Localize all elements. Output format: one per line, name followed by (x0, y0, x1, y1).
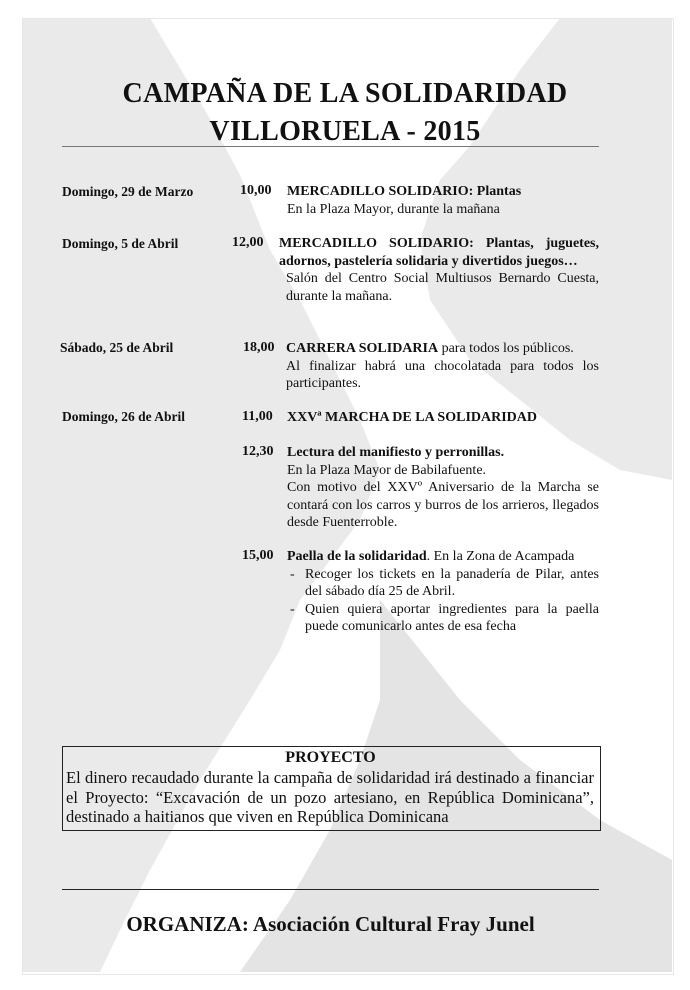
event-detail: Al finalizar habrá una chocolatada para todos los participantes. (286, 358, 599, 391)
event-bullet-list (287, 566, 599, 636)
event-detail: En la Plaza Mayor, durante la mañana (287, 201, 500, 217)
event-heading: Lectura del manifiesto y perronillas. (287, 445, 505, 460)
organizer: ORGANIZA: Asociación Cultural Fray Junel (126, 912, 535, 936)
event-time: 10,00 (240, 183, 272, 198)
project-text: El dinero recaudado durante la campaña de solidaridad irá destinado a financiar el Proyecto: “Excavación de un pozo artesiano, en República Dominicana”, destinado a haitianos que viven en República Dominicana (66, 768, 594, 826)
event-description (287, 444, 599, 532)
event-description (279, 235, 599, 305)
event-time: 11,00 (242, 409, 273, 424)
title-line-1: CAMPAÑA DE LA SOLIDARIDAD (122, 78, 568, 109)
event-detail: Salón del Centro Social Multiusos Bernardo Cuesta, durante la mañana. (286, 271, 599, 304)
list-item: - Recoger los tickets en la panadería de Pilar, antes del sábado día 25 de Abril. (287, 566, 599, 601)
project-title: PROYECTO (285, 749, 376, 766)
event-heading-rest: . En la Zona de Acampada (426, 549, 575, 564)
event-description (287, 409, 599, 427)
event-heading: MERCADILLO SOLIDARIO: Plantas (287, 184, 522, 199)
event-description (287, 183, 599, 218)
event-heading: MERCADILLO SOLIDARIO: Plantas, juguetes, adornos, pastelería solidaria y divertidos juegos… (279, 236, 599, 269)
event-date: Domingo, 29 de Marzo (62, 184, 194, 199)
title-line-2: VILLORUELA - 2015 (209, 116, 481, 147)
event-heading: Paella de la solidaridad (287, 549, 427, 564)
event-heading: CARRERA SOLIDARIA (286, 341, 439, 356)
title-divider (62, 146, 599, 147)
event-description (287, 548, 599, 636)
event-detail: En la Plaza Mayor de Babilafuente. (287, 462, 487, 478)
list-item: - Quien quiera aportar ingredientes para la paella puede comunicarlo antes de esa fecha (287, 601, 599, 636)
event-time: 12,30 (242, 444, 274, 459)
event-date: Domingo, 26 de Abril (62, 409, 186, 424)
event-date: Domingo, 5 de Abril (62, 236, 179, 251)
event-detail-extra: Con motivo del XXVº Aniversario de la Marcha se contará con los carros y burros de los arrieros, llegados desde Fuenterroble. (287, 480, 599, 530)
footer-divider (62, 889, 599, 890)
event-heading-rest: para todos los públicos. (438, 341, 574, 356)
event-time: 18,00 (243, 340, 275, 355)
event-time: 15,00 (242, 548, 274, 563)
event-description (286, 340, 599, 393)
event-heading: XXVª MARCHA DE LA SOLIDARIDAD (287, 410, 537, 425)
event-time: 12,00 (232, 235, 264, 250)
event-date: Sábado, 25 de Abril (60, 340, 174, 355)
